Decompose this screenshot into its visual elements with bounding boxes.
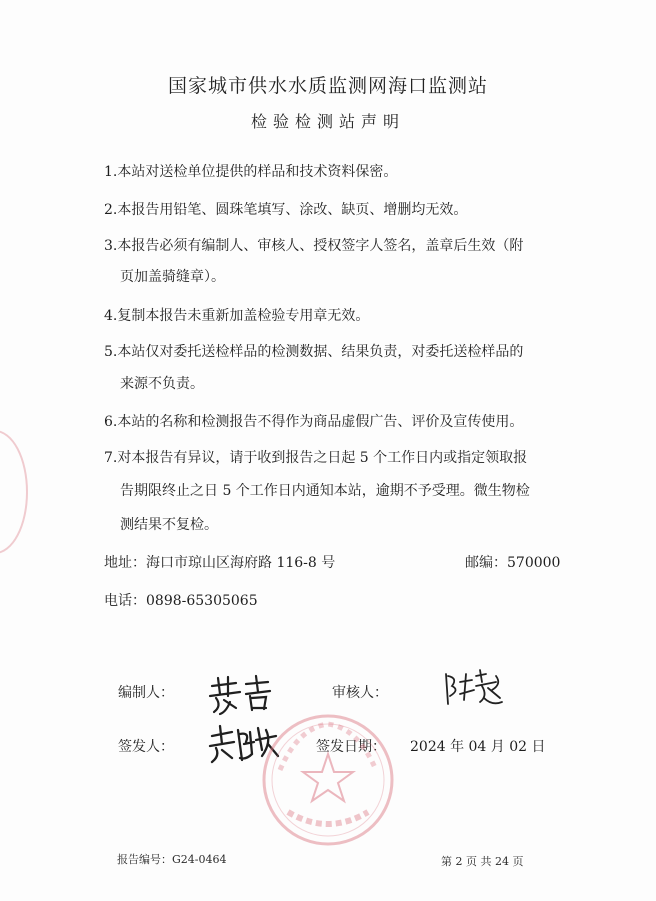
statement-title: 检验检测站声明 [250,112,405,131]
statement-7-line-3: 测结果不复检。 [120,517,218,533]
issuer-label: 签发人： [118,739,174,755]
report-number: 报告编号：G24-0464 [117,853,227,866]
compiler-label: 编制人： [118,685,174,701]
statement-3-line-2: 页加盖骑缝章）。 [120,269,225,285]
statement-4: 4.复制本报告未重新加盖检验专用章无效。 [104,308,370,324]
perforation-seal-edge [0,430,28,554]
reviewer-signature [440,668,508,712]
reviewer-label: 审核人： [332,685,388,701]
statement-2: 2.本报告用铅笔、圆珠笔填写、涂改、缺页、增删均无效。 [104,202,468,218]
address: 地址：海口市琼山区海府路 116-8 号 [104,555,336,571]
phone: 电话：0898-65305065 [104,593,258,609]
statement-1: 1.本站对送检单位提供的样品和技术资料保密。 [104,164,398,180]
official-seal-stamp [258,710,398,850]
page-indicator: 第 2 页 共 24 页 [441,855,524,868]
postcode: 邮编：570000 [465,555,561,571]
statement-7-line-2: 告期限终止之日 5 个工作日内通知本站，逾期不予受理。微生物检 [120,483,530,499]
issue-date: 2024 年 04 月 02 日 [410,739,546,755]
statement-6: 6.本站的名称和检测报告不得作为商品虚假广告、评价及宣传使用。 [104,414,524,430]
statement-7-line-1: 7.对本报告有异议，请于收到报告之日起 5 个工作日内或指定领取报 [104,450,528,466]
issue-date-label: 签发日期： [316,739,386,755]
statement-5-line-2: 来源不负责。 [120,376,204,392]
statement-5-line-1: 5.本站仅对委托送检样品的检测数据、结果负责，对委托送检样品的 [104,344,524,360]
statement-3-line-1: 3.本报告必须有编制人、审核人、授权签字人签名，盖章后生效（附 [104,238,524,254]
org-title: 国家城市供水水质监测网海口监测站 [167,75,488,97]
